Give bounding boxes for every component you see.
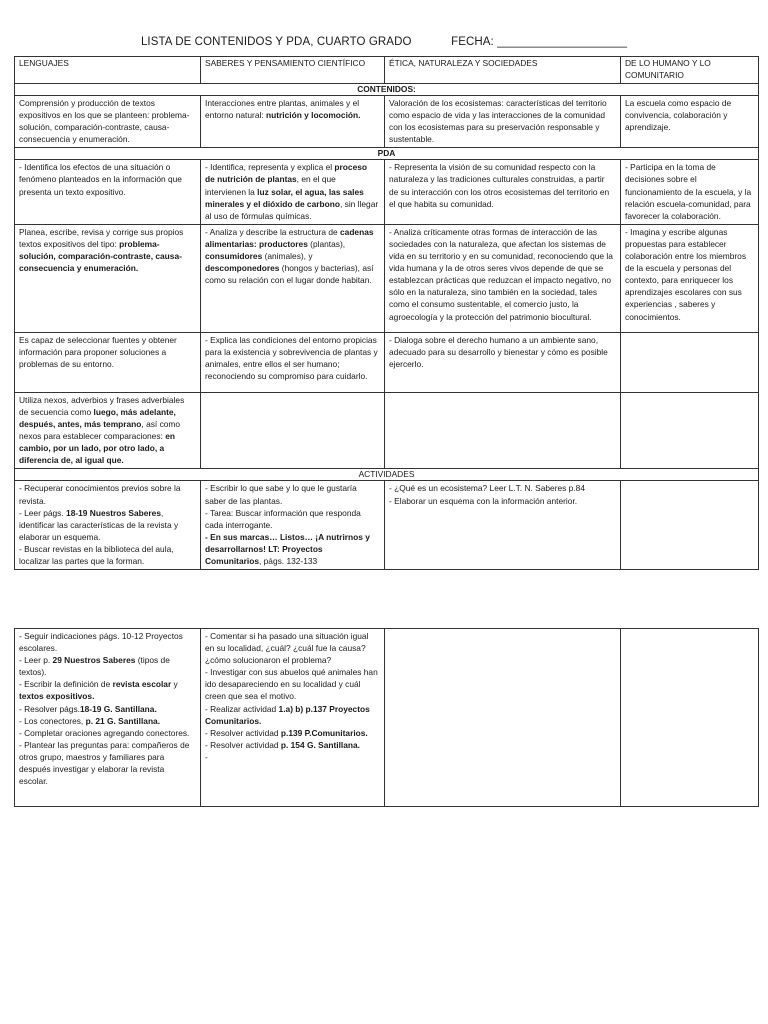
cell-pda4-saberes [201,392,385,469]
cell-contenido-saberes: Interacciones entre plantas, animales y el entorno natural: nutrición y locomoción. [201,96,385,148]
table-row [15,392,759,469]
cell-act1-etica: - ¿Qué es un ecosistema? Leer L.T. N. Saberes p.84 - Elaborar un esquema con la información anterior. [385,481,621,570]
title-text: LISTA DE CONTENIDOS Y PDA, CUARTO GRADO [140,36,412,48]
section-pda: PDA [15,148,759,160]
cell-pda2-saberes: - Analiza y describe la estructura de cadenas alimentarias: productores (plantas), consumidores (animales), y descomponedores (hongos y bacterias), así como su relación con el lugar donde habitan. [201,224,385,332]
cell-pda1-lenguajes: - Identifica los efectos de una situación o fenómeno planteados en la información que presenta un texto expositivo. [15,160,201,224]
cell-pda1-saberes: - Identifica, representa y explica el proceso de nutrición de plantas, en el que intervienen la luz solar, el agua, las sales minerales y el dióxido de carbono, sin llegar al uso de fórmulas químicas. [201,160,385,224]
cell-pda1-humano: - Participa en la toma de decisiones sobre el funcionamiento de la escuela, y la relación escuela-comunidad, para favorecer la colaboración. [621,160,759,224]
cell-pda2-lenguajes: Planea, escribe, revisa y corrige sus propios textos expositivos del tipo: problema-solución, comparación-contraste, causa-consecuencia y enumeración. [15,224,201,332]
cell-act2-lenguajes: - Seguir indicaciones págs. 10-12 Proyectos escolares. - Leer p. 29 Nuestros Saberes (tipos de textos). - Escribir la definición de revista escolar y textos expositivos. - Resolver págs.18-19 G. Santillana. - Los conectores, p. 21 G. Santillana. - Completar oraciones agregando conectores. - Plantear las preguntas para: compañeros de otros grupo, maestros y familiares para después investigar y elaborar la revista escolar. [15,629,201,807]
cell-act2-etica [385,629,621,807]
cell-pda4-humano [621,392,759,469]
cell-pda3-humano [621,332,759,392]
cell-act1-humano [621,481,759,570]
col-header-humano: DE LO HUMANO Y LO COMUNITARIO [621,57,759,84]
cell-pda4-lenguajes: Utiliza nexos, adverbios y frases adverbiales de secuencia como luego, más adelante, después, antes, más temprano, así como nexos para establecer comparaciones: en cambio, por un lado, por otro lado, a diferencia de, al igual que. [15,392,201,469]
table-row [15,481,759,570]
table-row [15,224,759,332]
document-title [0,36,768,48]
cell-act2-saberes: - Comentar si ha pasado una situación igual en su localidad, ¿cuál? ¿cuál fue la causa? ¿cómo solucionaron el problema? - Investigar con sus abuelos qué animales han ido desapareciendo en su localidad y cuál creen que sea el motivo. - Realizar actividad 1.a) b) p.137 Proyectos Comunitarios. - Resolver actividad p.139 P.Comunitarios. - Resolver actividad p. 154 G. Santillana. - [201,629,385,807]
cell-contenido-etica: Valoración de los ecosistemas: características del territorio como espacio de vida y las interacciones de la comunidad con los ecosistemas para su preservación responsable y sustentable. [385,96,621,148]
activities-table-continued [14,628,759,807]
table-row [15,332,759,392]
contents-table [14,56,759,570]
col-header-etica: ÉTICA, NATURALEZA Y SOCIEDADES [385,57,621,84]
cell-pda3-saberes: - Explica las condiciones del entorno propicias para la existencia y sobrevivencia de plantas y animales, entre ellos el ser humano; reconociendo su compromiso para cuidarlo. [201,332,385,392]
table-row [15,160,759,224]
section-contenidos: CONTENIDOS: [15,84,759,96]
cell-pda1-etica: - Representa la visión de su comunidad respecto con la naturaleza y las tradiciones culturales construidas, a partir de su interacción con los otros ecosistemas del territorio en el que habita su comunidad. [385,160,621,224]
cell-pda2-humano: - Imagina y escribe algunas propuestas para establecer colaboración entre los miembros de la escuela y personas del contexto, para enriquecer los aprendizajes escolares con sus experiencias , saberes y conocimientos. [621,224,759,332]
cell-pda4-etica [385,392,621,469]
cell-pda2-etica: - Analiza críticamente otras formas de interacción de las sociedades con la naturaleza, que afectan los sistemas de vida en su territorio y en su comunidad, reconociendo que la vida humana y la de otros seres vivos depende de que se establezcan prácticas que reduzcan el impacto negativo, no sólo en la naturaleza, sino también en la sociedad, tales como el consumo sustentable, el comercio justo, la agroecología y la protección del patrimonio biocultural. [385,224,621,332]
cell-act1-lenguajes: - Recuperar conocimientos previos sobre la revista. - Leer págs. 18-19 Nuestros Saberes, identificar las características de la revista y elaborar un esquema. - Buscar revistas en la biblioteca del aula, localizar las partes que la forman. [15,481,201,570]
col-header-lenguajes: LENGUAJES [15,57,201,84]
cell-pda3-lenguajes: Es capaz de seleccionar fuentes y obtener información para proponer soluciones a problemas de su entorno. [15,332,201,392]
cell-act1-saberes: - Escribir lo que sabe y lo que le gustaría saber de las plantas. - Tarea: Buscar información que responda cada interrogante. - En sus marcas… Listos… ¡A nutrirnos y desarrollarnos! LT: Proyectos Comunitarios, págs. 132-133 [201,481,385,570]
section-actividades: ACTIVIDADES [15,469,759,481]
cell-pda3-etica: - Dialoga sobre el derecho humano a un ambiente sano, adecuado para su desarrollo y bienestar y cómo es posible ejercerlo. [385,332,621,392]
cell-act2-humano [621,629,759,807]
date-label: FECHA: ____________________ [451,36,628,48]
column-header-row [15,57,759,84]
table-row [15,96,759,148]
col-header-saberes: SABERES Y PENSAMIENTO CIENTÍFICO [201,57,385,84]
cell-contenido-lenguajes: Comprensión y producción de textos expositivos en los que se planteen: problema-solución, comparación-contraste, causa-consecuencia y enumeración. [15,96,201,148]
table-row [15,629,759,807]
cell-contenido-humano: La escuela como espacio de convivencia, colaboración y aprendizaje. [621,96,759,148]
